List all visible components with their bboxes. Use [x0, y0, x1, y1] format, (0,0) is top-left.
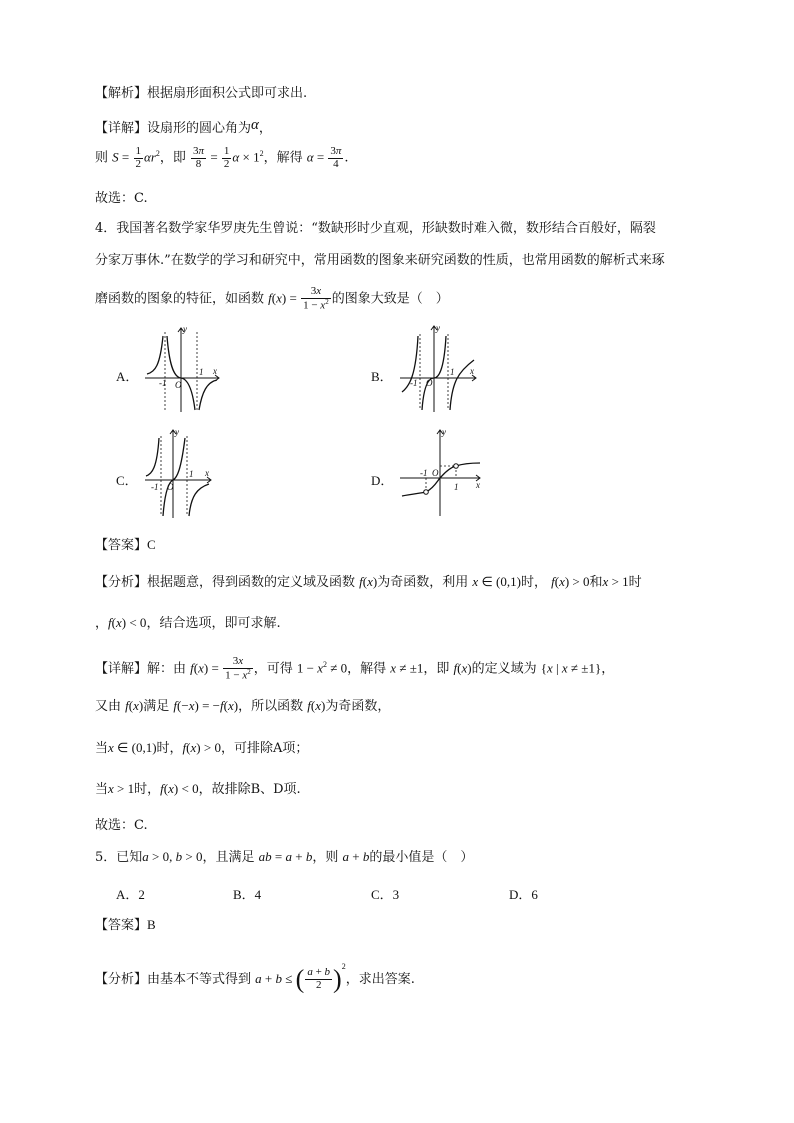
q4-analysis-line2: ，f(x) < 0，结合选项，即可求解. [95, 615, 281, 631]
q4-stem-line1: 4．我国著名数学家华罗庚先生曾说：“数缺形时少直观，形缺数时难入微，数形结合百般好，隔裂 [95, 221, 656, 236]
q4-detail-line4: 当x > 1时，f(x) < 0，故排除B、D项. [95, 781, 301, 797]
q4-stem-post: 的图象大致是（ ） [331, 291, 449, 307]
detail-text: 的定义域为 [471, 661, 537, 677]
origin-label: O [432, 468, 439, 478]
q4-analysis-line1: 【分析】根据题意，得到函数的定义域及函数 f(x)为奇函数，利用 x ∈ (0,1)时， f(x) > 0和x > 1时 [95, 574, 642, 590]
q5-stem: 5．已知a > 0, b > 0，且满足 ab = a + b，则 a + b的最小值是（ ） [95, 849, 474, 865]
detail-text: ，所以函数 [238, 699, 304, 714]
tick-neg1: -1 [420, 468, 428, 478]
origin-label: O [426, 378, 433, 388]
detail-text: 当 [95, 741, 109, 756]
q5-stem-text: 5．已知 [95, 850, 143, 865]
analysis-text: 根据题意，得到函数的定义域及函数 [147, 575, 356, 590]
detail-text: 时， [156, 741, 183, 756]
text-ji: ，即 [159, 150, 186, 166]
origin-label: O [167, 482, 174, 492]
q5-stem-text: 的最小值是（ ） [369, 850, 474, 865]
analysis-text: 时， [520, 575, 547, 590]
tick-1: 1 [189, 469, 194, 479]
analysis-line [95, 87, 307, 100]
q4-stem-pre: 磨函数的图象的特征，如函数 [95, 291, 265, 307]
analysis-tag: 【分析】 [95, 575, 148, 590]
q4-detail-line2: 又由 f(x)满足 f(−x) = −f(x)，所以函数 f(x)为奇函数， [95, 698, 391, 714]
tick-1: 1 [450, 367, 455, 377]
q4-stem-line2: 分家万事休.”在数学的学习和研究中，常用函数的图象来研究函数的性质，也常用函数的解析式来琢 [95, 253, 665, 268]
q4-detail-line3: 当x ∈ (0,1)时，f(x) > 0，可排除A项； [95, 740, 309, 756]
origin-label: O [175, 380, 182, 390]
q5-option-b: B．4 [233, 887, 262, 902]
detail-text: ，解得 [347, 661, 387, 677]
detail-text: 为奇函数， [325, 699, 391, 714]
graph-option-a [143, 322, 223, 414]
detail-text: ，故排除B、D项. [198, 782, 301, 797]
analysis-text: ， [95, 616, 109, 631]
fraction-half: $\frac{1}{2}$ [135, 145, 141, 170]
q5-answer-line [95, 918, 156, 932]
text-ze: 则 [95, 150, 109, 166]
tick-neg1: -1 [151, 482, 159, 492]
y-axis-label: y [175, 427, 179, 437]
function-fraction: $\frac{3x}{1 - x^2}$ [303, 285, 329, 312]
analysis-text: 由基本不等式得到 [147, 972, 252, 987]
x-axis-label: x [470, 366, 474, 376]
analysis-text: 为奇函数，利用 [377, 575, 469, 590]
answer-tag: 【答案】 [95, 918, 148, 933]
option-a-label: A． [116, 369, 139, 384]
analysis-text: ，求出答案. [345, 972, 415, 987]
comma: ， [258, 121, 272, 136]
q5-option-d: D．6 [509, 887, 538, 902]
fraction-3pi-8: $\frac{3\pi}{8}$ [193, 145, 205, 170]
q5-option-a: A．2 [116, 887, 145, 902]
detail-text: ，可排除A项； [220, 741, 309, 756]
answer-tag: 【答案】 [95, 538, 148, 553]
detail-text: 设扇形的圆心角为 [147, 121, 252, 136]
y-axis-label: y [436, 323, 440, 333]
detail-text: 满足 [143, 699, 170, 714]
tick-neg1: -1 [410, 378, 418, 388]
period: . [344, 150, 349, 166]
q5-option-c: C．3 [371, 887, 400, 902]
x-axis-label: x [476, 480, 480, 490]
graph-option-d [398, 426, 484, 518]
detail-tag: 【详解】 [95, 121, 148, 136]
graph-option-c [143, 426, 215, 520]
detail-text: 当 [95, 782, 109, 797]
option-c-label: C． [116, 473, 138, 488]
detail-text: ，可得 [253, 661, 293, 677]
answer-value: B [147, 917, 156, 932]
detail-text: 解：由 [147, 661, 187, 677]
graph-option-b [398, 322, 480, 414]
detail-text: 又由 [95, 699, 122, 714]
tick-1: 1 [199, 367, 204, 377]
text-jiede: ，解得 [263, 150, 303, 166]
formula-line: 则 S = $\frac{1}{2}$ $\alpha r^2$，即 $\frac{3\pi}{8}$ = $\frac{1}{2}$ $\alpha \times 1^2$，解得 α = $\frac{3\pi}{4}$ . [95, 145, 349, 170]
detail-tag: 【详解】 [95, 661, 148, 677]
q4-stem-line3: 磨函数的图象的特征，如函数 f(x) = $\frac{3x}{1 - x^2}$ 的图象大致是（ ） [95, 285, 449, 312]
analysis-text: 和 [589, 575, 603, 590]
fraction-3pi-4: $\frac{3\pi}{4}$ [330, 145, 342, 170]
q4-final-answer: 故选：C. [95, 818, 148, 833]
analysis-text: 根据扇形面积公式即可求出. [147, 86, 308, 101]
y-axis-label: y [442, 427, 446, 437]
analysis-tag: 【分析】 [95, 972, 148, 987]
x-axis-label: x [205, 468, 209, 478]
q4-answer-line [95, 538, 156, 552]
q5-stem-text: ，则 [312, 850, 339, 865]
detail-text: ，即 [423, 661, 450, 677]
answer-value: C [147, 537, 156, 552]
tick-1: 1 [454, 482, 459, 492]
detail-text: ， [601, 661, 615, 677]
option-b-label: B． [371, 369, 393, 384]
q4-detail-line1: 【详解】解：由 f(x) = $\frac{3x}{1 - x^2}$ ，可得 $1 - x^2 \ne 0$，解得 x ≠ ±1，即 f(x)的定义域为 {x | x ≠ ±1}， [95, 655, 615, 682]
option-d-label: D． [371, 473, 394, 488]
q5-analysis-line: 【分析】由基本不等式得到 a + b ≤ ( $\frac{a + b}{2}$ )$^2$，求出答案. [95, 962, 415, 994]
detail-line [95, 118, 272, 135]
analysis-tag: 【解析】 [95, 86, 148, 101]
x-axis-label: x [213, 366, 217, 376]
analysis-text: 时 [628, 575, 642, 590]
tick-neg1: -1 [159, 378, 167, 388]
detail-text: 时， [134, 782, 161, 797]
alpha-symbol: α [251, 117, 259, 133]
q5-stem-text: ，且满足 [202, 850, 255, 865]
answer-line-q3: 故选：C. [95, 191, 148, 206]
analysis-text: ，结合选项，即可求解. [146, 616, 281, 631]
y-axis-label: y [183, 324, 187, 334]
